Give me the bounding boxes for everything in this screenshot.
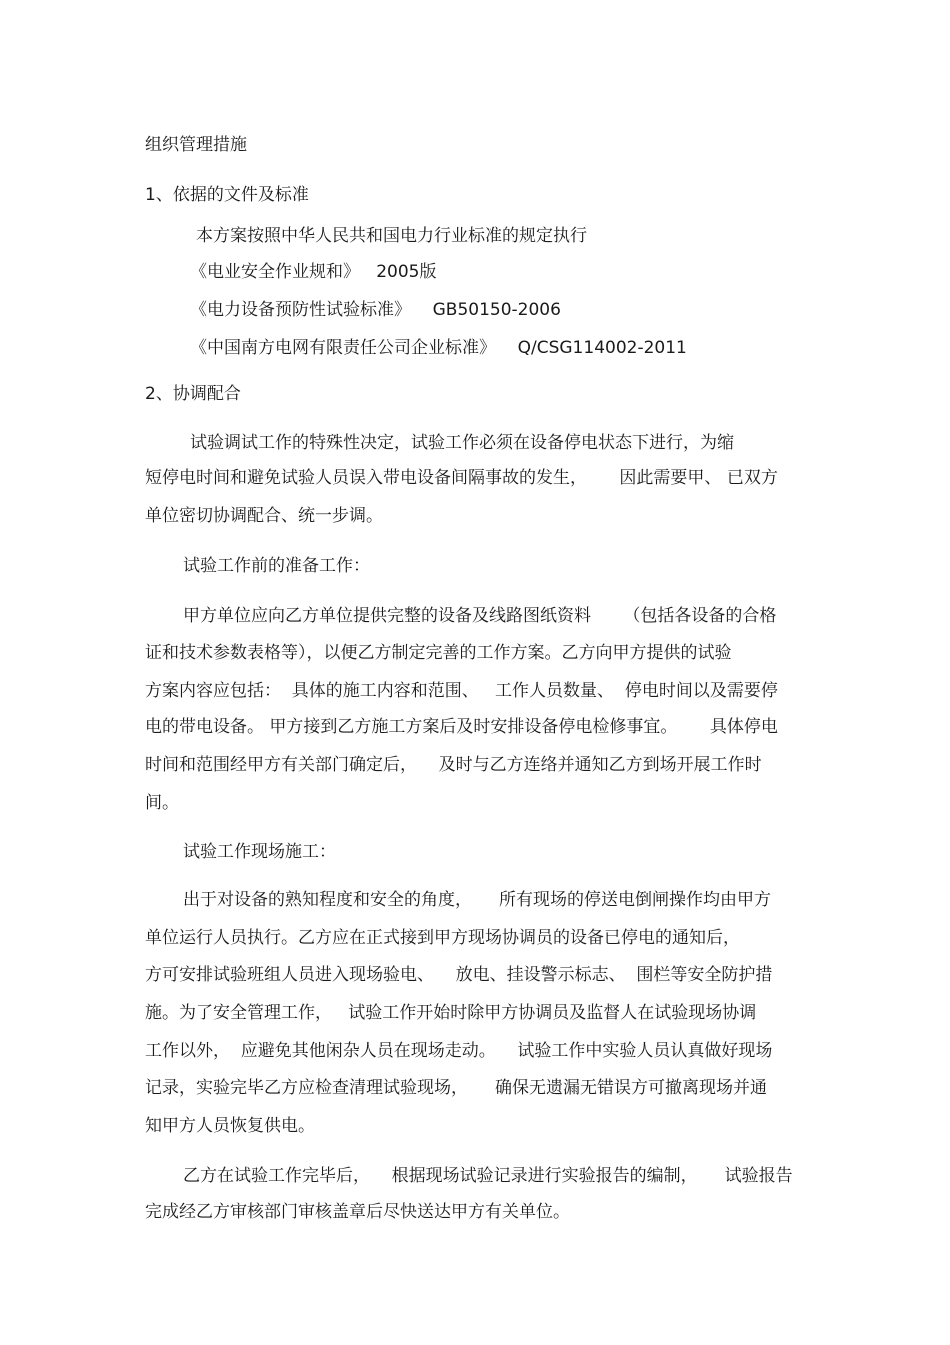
paragraph-line: 方可安排试验班组人员进入现场验电、 放电、挂设警示标志、 围栏等安全防护措 (145, 965, 773, 985)
subheading-preparation: 试验工作前的准备工作： (183, 556, 370, 576)
section-heading-2: 2、协调配合 (145, 384, 241, 404)
paragraph-line: 出于对设备的熟知程度和安全的角度， 所有现场的停送电倒闸操作均由甲方 (183, 890, 772, 910)
subheading-site-work: 试验工作现场施工： (183, 842, 336, 862)
paragraph-line: 知甲方人员恢复供电。 (145, 1116, 315, 1136)
standard-item: 《电力设备预防性试验标准》 GB50150-2006 (190, 300, 561, 320)
paragraph-line: 乙方在试验工作完毕后， 根据现场试验记录进行实验报告的编制， 试验报告 (183, 1166, 793, 1186)
standard-item: 《中国南方电网有限责任公司企业标准》 Q/CSG114002-2011 (190, 338, 687, 358)
paragraph-line: 记录，实验完毕乙方应检查清理试验现场， 确保无遗漏无错误方可撤离现场并通 (145, 1078, 768, 1098)
paragraph-line: 间。 (145, 793, 179, 813)
paragraph-line: 试验调试工作的特殊性决定，试验工作必须在设备停电状态下进行，为缩 (190, 433, 734, 453)
paragraph-line: 完成经乙方审核部门审核盖章后尽快送达甲方有关单位。 (145, 1202, 570, 1222)
paragraph-line: 电的带电设备。 甲方接到乙方施工方案后及时安排设备停电检修事宜。 具体停电 (145, 717, 778, 737)
document-title: 组织管理措施 (145, 135, 247, 155)
paragraph-line: 短停电时间和避免试验人员误入带电设备间隔事故的发生， 因此需要甲、 已双方 (145, 468, 778, 488)
paragraph-line: 证和技术参数表格等），以便乙方制定完善的工作方案。乙方向甲方提供的试验 (145, 643, 732, 663)
section1-intro: 本方案按照中华人民共和国电力行业标准的规定执行 (196, 226, 587, 246)
paragraph-line: 工作以外， 应避免其他闲杂人员在现场走动。 试验工作中实验人员认真做好现场 (145, 1041, 773, 1061)
standard-item: 《电业安全作业规和》 2005版 (190, 262, 437, 282)
paragraph-line: 方案内容应包括： 具体的施工内容和范围、 工作人员数量、 停电时间以及需要停 (145, 681, 778, 701)
paragraph-line: 单位密切协调配合、统一步调。 (145, 506, 383, 526)
paragraph-line: 单位运行人员执行。乙方应在正式接到甲方现场协调员的设备已停电的通知后， (145, 928, 740, 948)
section-heading-1: 1、依据的文件及标准 (145, 185, 309, 205)
paragraph-line: 时间和范围经甲方有关部门确定后， 及时与乙方连络并通知乙方到场开展工作时 (145, 755, 762, 775)
paragraph-line: 甲方单位应向乙方单位提供完整的设备及线路图纸资料 （包括各设备的合格 (183, 606, 777, 626)
paragraph-line: 施。为了安全管理工作， 试验工作开始时除甲方协调员及监督人在试验现场协调 (145, 1003, 757, 1023)
